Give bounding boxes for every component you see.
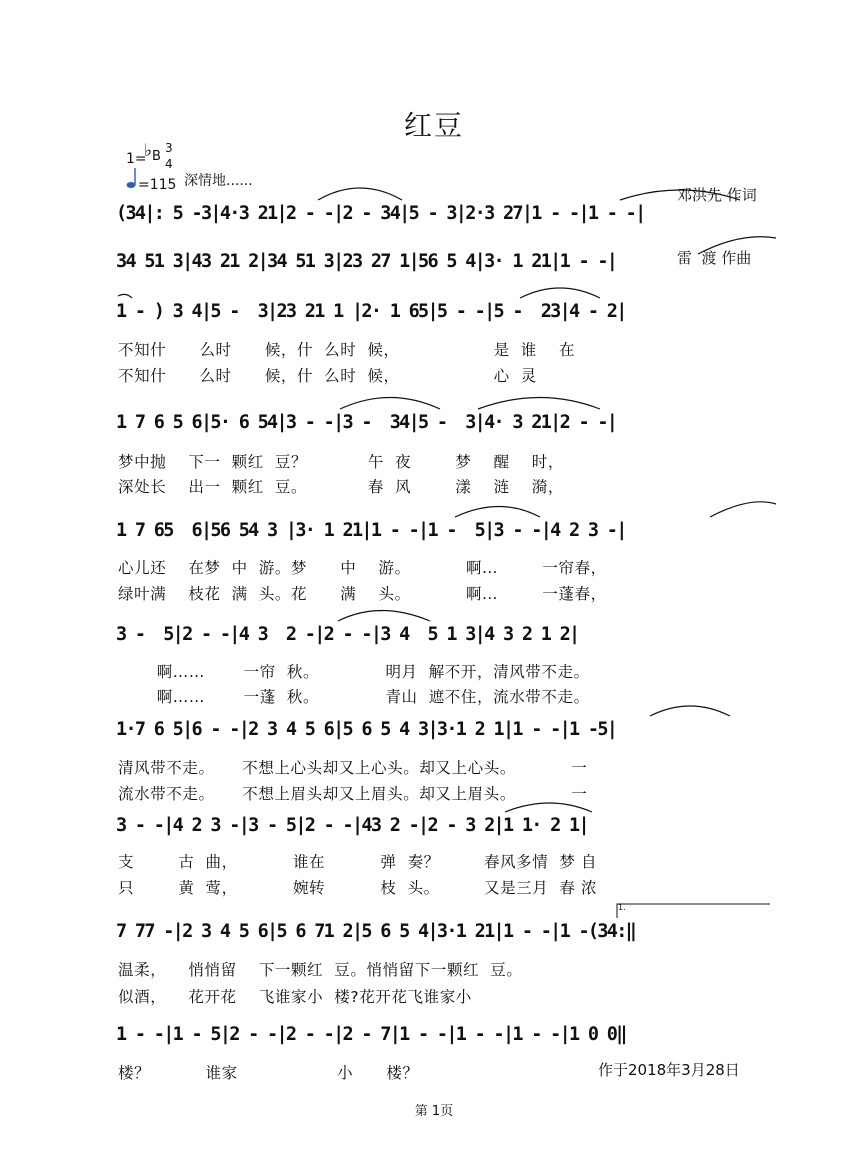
lyric-line-2: 啊…… 一蓬 秋。 青山 遮不住，流水带不走。 bbox=[118, 688, 590, 706]
lyric-line-1: 啊…… 一帘 秋。 明月 解不开，清风带不走。 bbox=[118, 663, 590, 681]
composition-date: 作于2018年3月28日 bbox=[598, 1061, 740, 1079]
lyric-line-1: 不知什 么时 候，什 么时 候， 是 谁 在 bbox=[118, 341, 576, 359]
lyric-line-2: 绿叶满 枝花 满 头。花 满 头。 啊… 一蓬春， bbox=[118, 585, 607, 603]
notation-row: 1·7 6 5|6 - -|2 3 4 5 6|5 6 5 4 3|3·1 2 1|1 - -|1 -5| bbox=[116, 719, 617, 740]
lyric-line-1: 清风带不走。 不想上心头却又上心头。却又上心头。 一 bbox=[118, 759, 588, 777]
lyric-line-2: 不知什 么时 候，什 么时 候， 心 灵 bbox=[118, 367, 537, 385]
tie-arc bbox=[520, 288, 600, 298]
tempo-value: =115 bbox=[138, 177, 177, 193]
notation-row: 1 - -|1 - 5|2 - -|2 - -|2 - 7|1 - -|1 - -|1 - -|1 0 0‖ bbox=[116, 1024, 626, 1045]
lyric-line-2: 似酒， 花开花 飞谁家小 楼?花开花飞谁家小 bbox=[118, 988, 472, 1006]
lyric-line-2: 流水带不走。 不想上眉头却又上眉头。却又上眉头。 一 bbox=[118, 785, 588, 803]
flat-sign: ♭ bbox=[144, 141, 153, 161]
song-title: 红豆 bbox=[403, 109, 464, 142]
tie-arc bbox=[478, 398, 600, 410]
tie-arc bbox=[505, 803, 592, 812]
tie-arc bbox=[455, 507, 540, 518]
lyricist-credit: 邓洪先 作词 bbox=[677, 186, 757, 204]
notation-row: 3 - -|4 2 3 -|3 - 5|2 - -|43 2 -|2 - 3 2|1 1· 2 1| bbox=[116, 815, 588, 836]
lyric-line-1: 楼？ 谁家 小 楼？ bbox=[118, 1064, 419, 1082]
notation-row: 3 - 5|2 - -|4 3 2 -|2 - -|3 4 5 1 3|4 3 2 1 2| bbox=[116, 624, 579, 645]
volta-bracket bbox=[617, 904, 770, 918]
expression-mark: 深情地...... bbox=[184, 173, 253, 189]
page-number: 第 1页 bbox=[414, 1104, 454, 1119]
composer-credit: 雷 渡 作曲 bbox=[677, 249, 752, 267]
tie-arc bbox=[340, 398, 440, 410]
tie-arc bbox=[318, 188, 402, 200]
notation-row: 1 7 6 5 6|5· 6 54|3 - -|3 - 34|5 - 3|4· 3 21|2 - -| bbox=[116, 412, 617, 433]
time-signature-bottom: 4 bbox=[165, 157, 173, 171]
notation-row: 7 77 -|2 3 4 5 6|5 6 71 2|5 6 5 4|3·1 21|1 - -|1 -(34:‖ bbox=[116, 921, 636, 942]
quarter-note-icon bbox=[126, 166, 138, 190]
tie-arc bbox=[710, 502, 776, 517]
key-prefix: 1= bbox=[126, 151, 147, 167]
tie-arc bbox=[338, 611, 430, 622]
lyric-line-1: 支 古 曲， 谁在 弹 奏？ 春风多情 梦 自 bbox=[118, 853, 598, 871]
key-note: B bbox=[152, 149, 161, 164]
volta-label: 1. bbox=[618, 903, 626, 912]
lyric-line-1: 温柔， 悄悄留 下一颗红 豆。悄悄留下一颗红 豆。 bbox=[118, 961, 523, 979]
credits bbox=[677, 143, 757, 290]
notation-row: 34 51 3|43 21 2|34 51 3|23 27 1|56 5 4|3· 1 21|1 - -| bbox=[116, 251, 617, 272]
lyric-line-2: 深处长 出一 颗红 豆。 春 风 漾 涟 漪， bbox=[118, 478, 564, 496]
time-signature-top: 3 bbox=[165, 141, 173, 155]
notation-row: 1 7 65 6|56 54 3 |3· 1 21|1 - -|1 - 5|3 - -|4 2 3 -| bbox=[116, 520, 626, 541]
lyric-line-1: 梦中抛 下一 颗红 豆？ 午 夜 梦 醒 时， bbox=[118, 453, 564, 471]
tie-arc bbox=[650, 706, 730, 716]
notation-row: 1 - ) 3 4|5 - 3|23 21 1 |2· 1 65|5 - -|5 - 23|4 - 2| bbox=[116, 301, 626, 322]
notation-row: (34|: 5 -3|4·3 21|2 - -|2 - 34|5 - 3|2·3 27|1 - -|1 - -| bbox=[116, 203, 645, 224]
lyric-line-1: 心儿还 在梦 中 游。梦 中 游。 啊… 一帘春， bbox=[118, 559, 607, 577]
lyric-line-2: 只 黄 莺， 婉转 枝 头。 又是三月 春 浓 bbox=[118, 879, 598, 897]
